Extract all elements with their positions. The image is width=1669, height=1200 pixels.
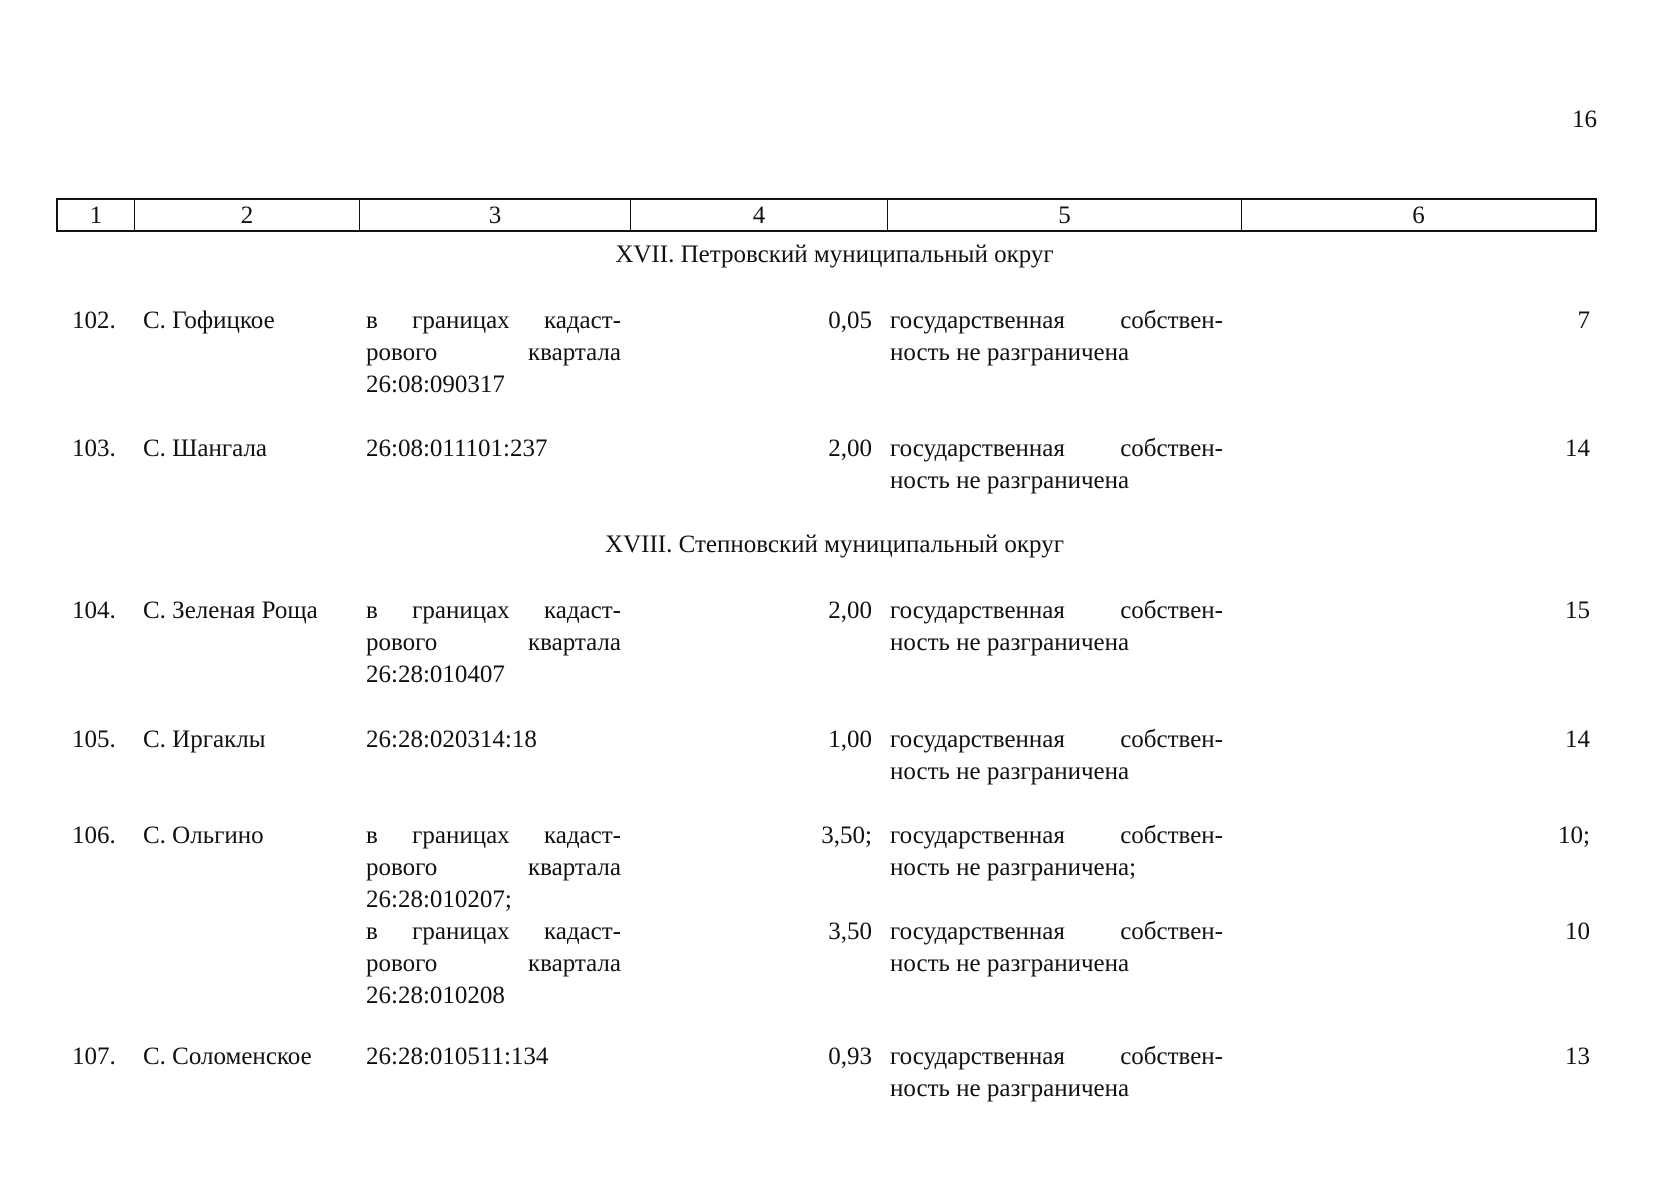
location-text: в границах кадаст-рового квартала 26:08:090317 <box>366 307 621 398</box>
ownership-text: государственная собствен-ность не разграничена <box>890 597 1223 656</box>
area-value: 0,05 <box>828 307 872 334</box>
settlement-name: С. Гофицкое <box>143 307 275 334</box>
column-number-1: 1 <box>58 200 135 230</box>
column-number-2: 2 <box>135 200 360 230</box>
area-value: 2,00 <box>828 597 872 624</box>
settlement-name: С. Ольгино <box>143 822 264 849</box>
ownership-text: государственная собствен-ность не разграничена <box>890 435 1223 494</box>
row-number: 104. <box>72 597 116 624</box>
count-value: 7 <box>1577 307 1590 334</box>
settlement-name: С. Иргаклы <box>143 726 266 753</box>
column-number-5: 5 <box>888 200 1242 230</box>
page-number: 16 <box>1572 106 1597 133</box>
settlement-name: С. Зеленая Роща <box>143 597 318 624</box>
area-value: 2,00 <box>828 435 872 462</box>
location-text: в границах кадаст-рового квартала 26:28:010207; <box>366 822 621 913</box>
row-number: 105. <box>72 726 116 753</box>
column-number-3: 3 <box>360 200 631 230</box>
count-value: 13 <box>1565 1043 1590 1070</box>
location-text: 26:28:020314:18 <box>366 726 537 753</box>
row-number: 103. <box>72 435 116 462</box>
count-value: 15 <box>1565 597 1590 624</box>
column-number-4: 4 <box>631 200 888 230</box>
area-value: 0,93 <box>828 1043 872 1070</box>
ownership-text: государственная собствен-ность не разграничена <box>890 726 1223 785</box>
ownership-text: государственная собствен-ность не разграничена <box>890 1043 1223 1102</box>
location-text: в границах кадаст-рового квартала 26:28:010208 <box>366 918 621 1009</box>
area-value: 3,50; <box>821 822 872 849</box>
location-text: в границах кадаст-рового квартала 26:28:010407 <box>366 597 621 688</box>
count-value: 10; <box>1558 822 1590 849</box>
column-number-header <box>56 198 1597 232</box>
area-value: 1,00 <box>828 726 872 753</box>
settlement-name: С. Шангала <box>143 435 268 462</box>
column-number-6: 6 <box>1412 202 1425 229</box>
row-number: 107. <box>72 1043 116 1070</box>
settlement-name: С. Соломенское <box>143 1043 312 1070</box>
ownership-text: государственная собствен-ность не разграничена <box>890 307 1223 366</box>
row-number: 102. <box>72 307 116 334</box>
ownership-text: государственная собствен-ность не разграничена <box>890 918 1223 977</box>
count-value: 14 <box>1565 726 1590 753</box>
ownership-text: государственная собствен-ность не разграничена; <box>890 822 1223 881</box>
row-number: 106. <box>72 822 116 849</box>
area-value: 3,50 <box>828 918 872 945</box>
location-text: 26:28:010511:134 <box>366 1043 549 1070</box>
count-value: 14 <box>1565 435 1590 462</box>
section-title: XVII. Петровский муниципальный округ <box>615 241 1054 268</box>
section-title: XVIII. Степновский муниципальный округ <box>605 531 1064 558</box>
location-text: 26:08:011101:237 <box>366 435 548 462</box>
count-value: 10 <box>1565 918 1590 945</box>
